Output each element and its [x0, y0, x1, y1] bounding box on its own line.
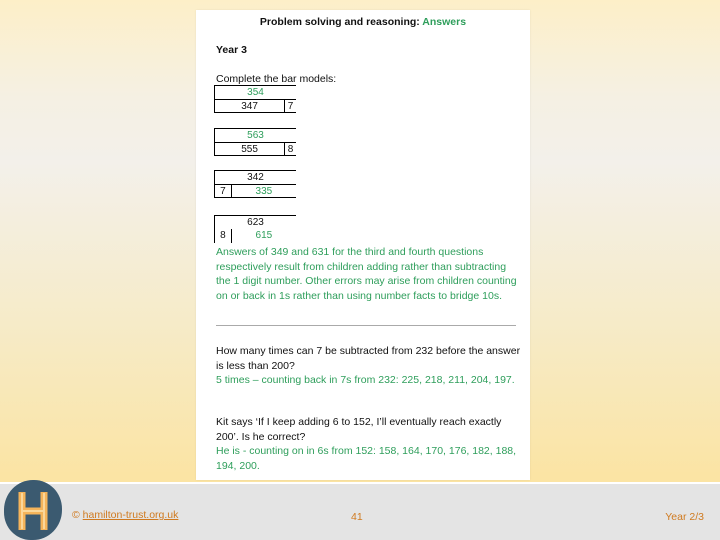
- page-number: 41: [351, 511, 363, 523]
- hamilton-logo-icon: [4, 480, 62, 540]
- bar-model-part: 335: [231, 185, 296, 197]
- answer-text: He is - counting on in 6s from 152: 158, 164, 170, 176, 182, 188, 194, 200.: [216, 445, 517, 472]
- bar-model-total: 354: [247, 87, 264, 98]
- copyright-symbol: ©: [72, 509, 80, 521]
- bar-model-total: 563: [247, 130, 264, 141]
- title-answers-label: Answers: [422, 16, 467, 28]
- question-text: How many times can 7 be subtracted from 232 before the answer is less than 200?: [216, 345, 521, 372]
- bar-model-part: 8: [284, 143, 296, 155]
- bar-model-4: [214, 215, 296, 243]
- bar-model-part: 7: [284, 100, 296, 112]
- hamilton-trust-link[interactable]: hamilton-trust.org.uk: [82, 509, 179, 521]
- worksheet-page: [196, 10, 530, 480]
- bar-model-total: 342: [247, 172, 264, 183]
- question-text: Kit says ‘If I keep adding 6 to 152, I’ll eventually reach exactly 200’. Is he correct?: [216, 416, 502, 443]
- bar-model-3: [214, 170, 296, 198]
- copyright: [72, 509, 178, 521]
- bar-model-total: 623: [247, 217, 264, 228]
- bar-model-part: 555: [241, 144, 258, 155]
- bar-model-1: [214, 85, 296, 113]
- page-title: [196, 15, 530, 30]
- bar-model-part: 347: [241, 101, 258, 112]
- year-label: Year 2/3: [665, 511, 704, 523]
- footer-bar: [0, 482, 720, 540]
- h-letter-icon: [4, 480, 62, 540]
- answer-text: 5 times – counting back in 7s from 232: 225, 218, 211, 204, 197.: [216, 374, 515, 386]
- title-text: Problem solving and reasoning:: [259, 16, 423, 28]
- bar-model-2: [214, 128, 296, 156]
- bar-model-part: 7: [220, 186, 226, 197]
- question-block-2: [216, 415, 521, 473]
- teacher-note: Answers of 349 and 631 for the third and fourth questions respectively result from children adding rather than subtracting the 1 digit number. Other errors may arise from children counting on or back in 1s rather than using number facts to bridge 10s.: [216, 246, 517, 302]
- question-block-1: [216, 344, 521, 388]
- bar-model-part: 615: [231, 229, 296, 243]
- year-heading: Year 3: [216, 44, 247, 56]
- bar-model-part: 8: [220, 230, 226, 241]
- section-divider: [216, 325, 516, 326]
- instruction-text: Complete the bar models:: [216, 73, 337, 85]
